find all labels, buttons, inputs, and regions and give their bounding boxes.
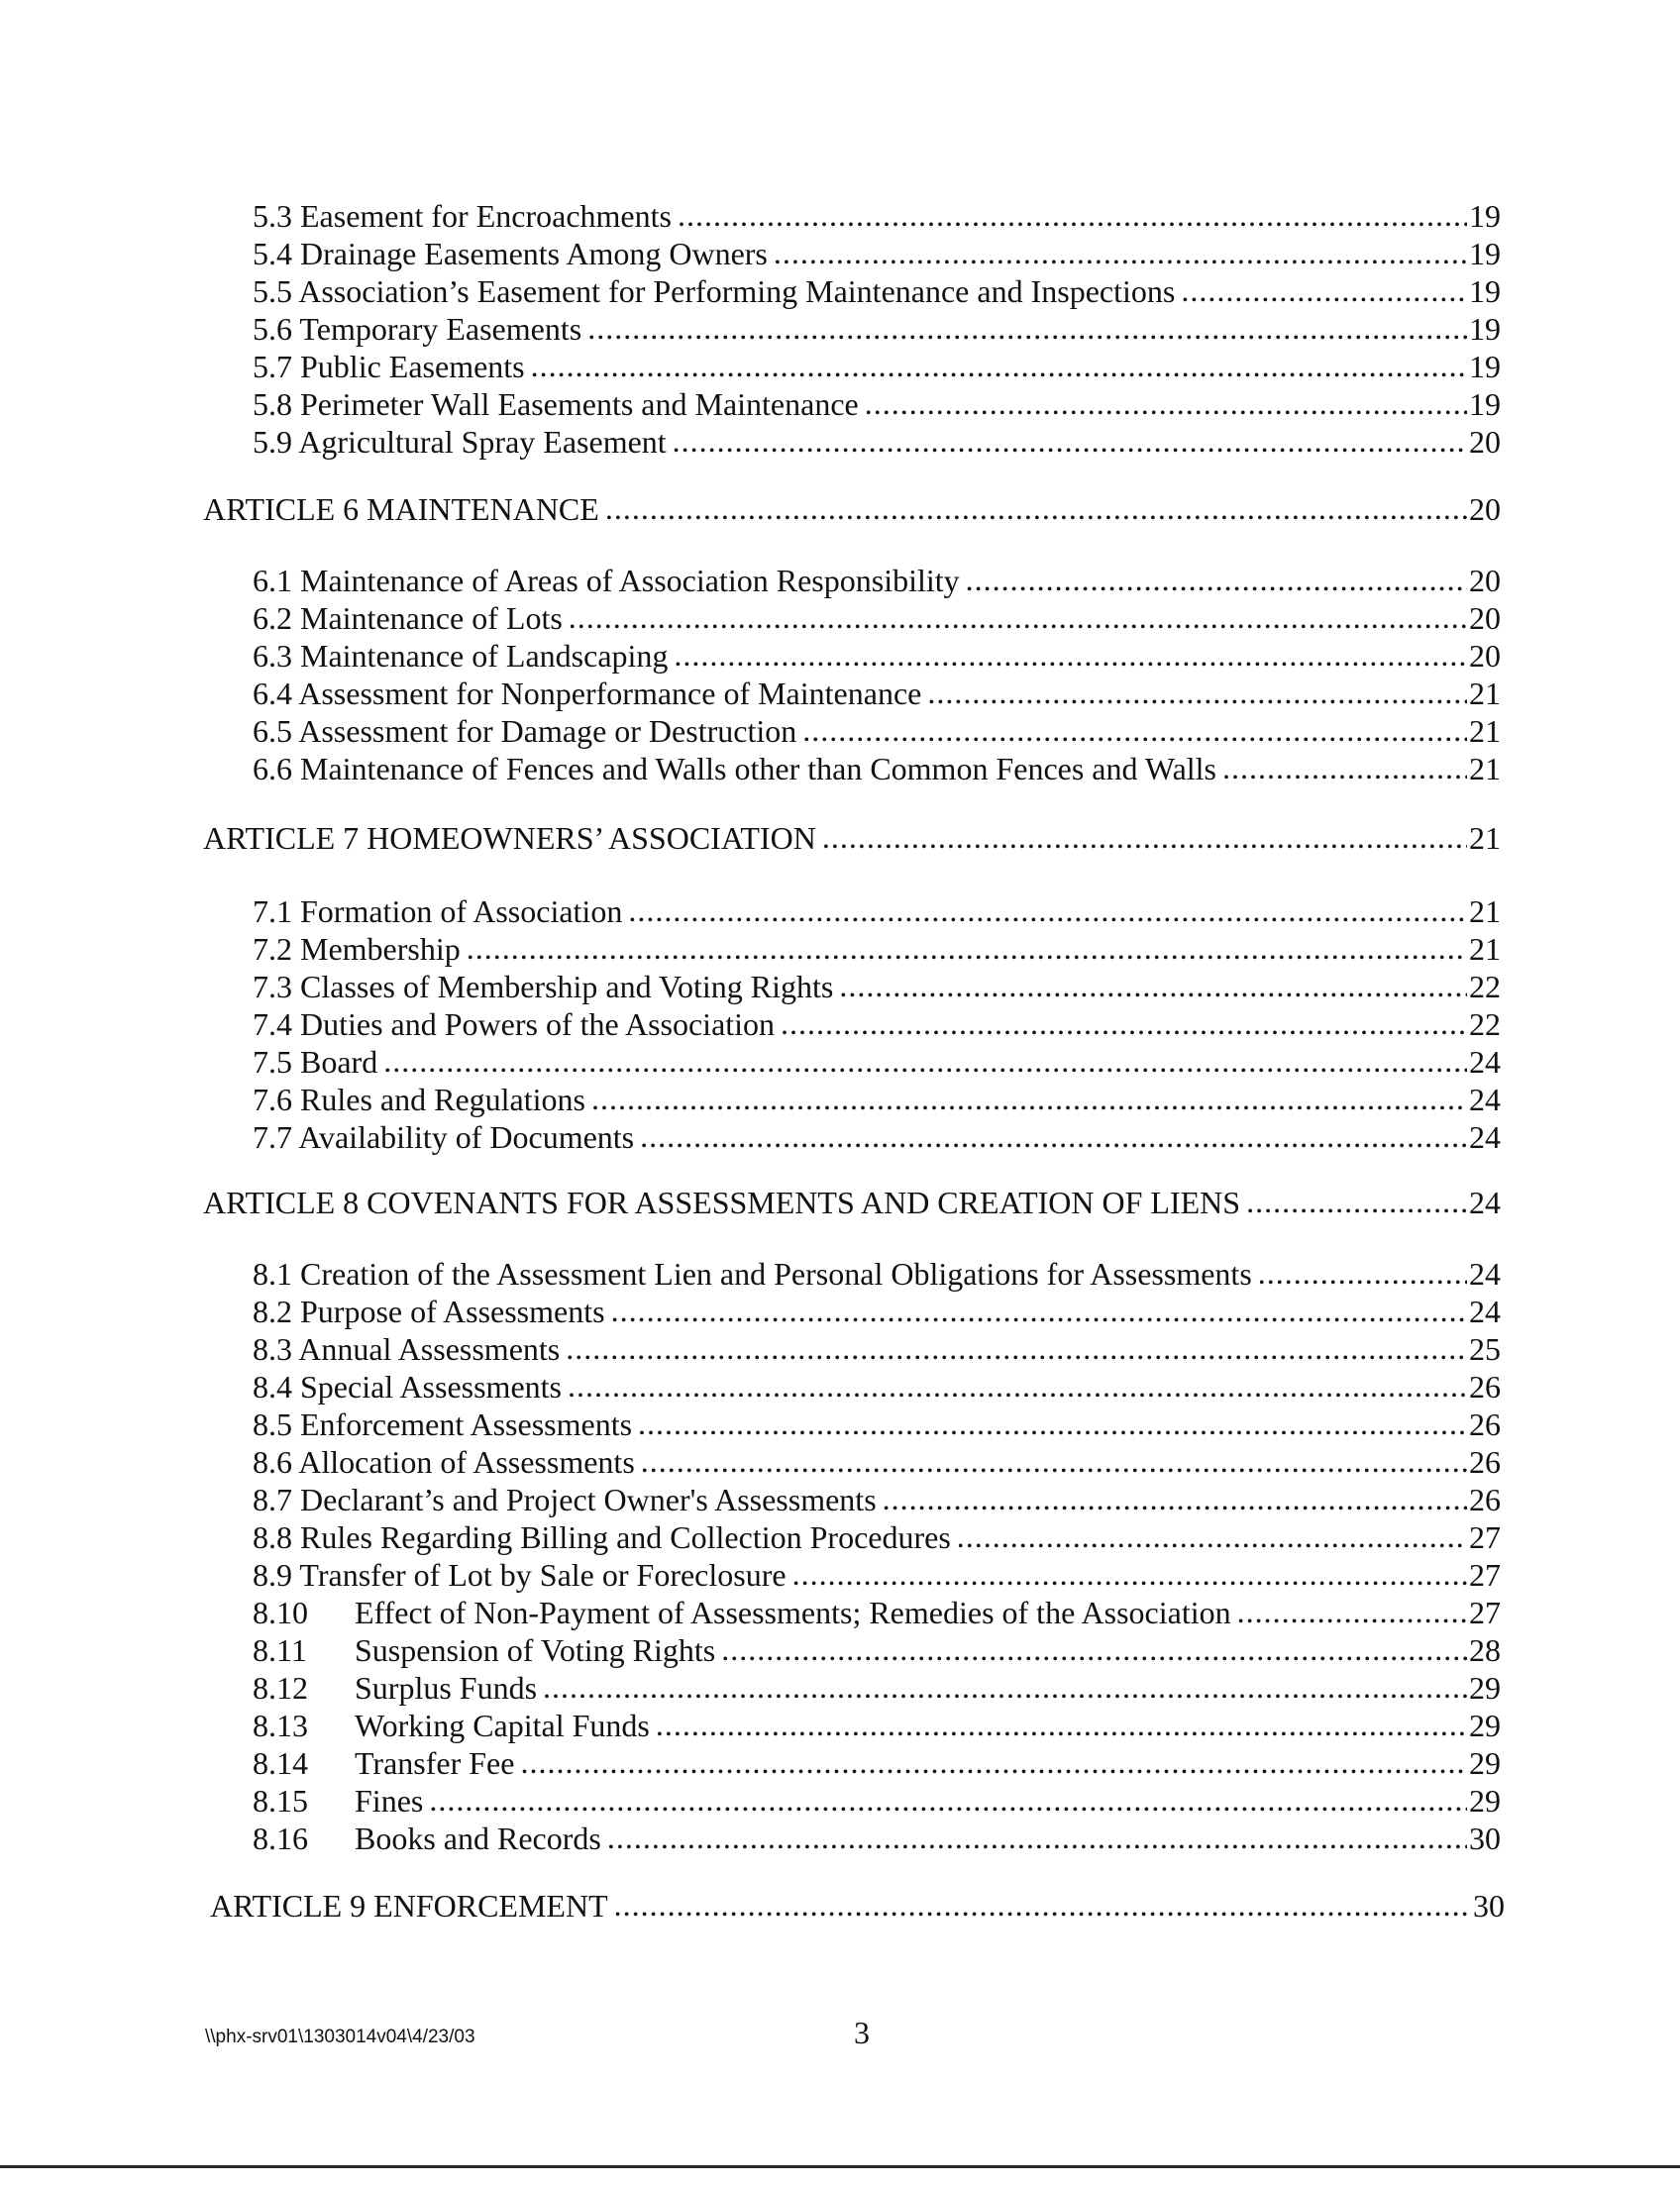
entry-page: 24 (1469, 1082, 1501, 1117)
toc-entry-6-4 (253, 676, 1501, 711)
dot-leader (383, 1043, 1467, 1079)
toc-article-9 (210, 1888, 1505, 1924)
dot-leader (1246, 1184, 1467, 1219)
entry-page: 22 (1469, 1006, 1501, 1042)
entry-title: 6.6 Maintenance of Fences and Walls other than Common Fences and Walls (253, 751, 1216, 786)
entry-page: 25 (1469, 1331, 1501, 1367)
entry-title: 8.5 Enforcement Assessments (253, 1406, 633, 1442)
entry-page: 26 (1469, 1444, 1501, 1480)
toc-entry-7-1 (253, 893, 1501, 929)
entry-title: 6.5 Assessment for Damage or Destruction (253, 713, 797, 749)
toc-entry-8-16 (253, 1821, 1501, 1856)
toc-entry-7-3 (253, 969, 1501, 1004)
toc-entry-8-15 (253, 1783, 1501, 1819)
entry-page: 20 (1469, 491, 1501, 527)
entry-title: 5.5 Association’s Easement for Performing Maintenance and Inspections (253, 273, 1176, 309)
entry-page: 30 (1473, 1888, 1505, 1924)
entry-page: 20 (1469, 424, 1501, 460)
dot-leader (568, 1368, 1467, 1404)
dot-leader (1222, 750, 1467, 785)
toc-entry-8-14 (253, 1745, 1501, 1781)
toc-article-8 (203, 1185, 1501, 1220)
entry-page: 26 (1469, 1406, 1501, 1442)
entry-page: 20 (1469, 600, 1501, 636)
entry-title: 5.8 Perimeter Wall Easements and Maintenance (253, 386, 859, 422)
dot-leader (607, 1820, 1467, 1855)
dot-leader (792, 1556, 1467, 1592)
article-title: ARTICLE 6 MAINTENANCE (203, 491, 599, 527)
entry-page: 24 (1469, 1185, 1501, 1220)
dot-leader (429, 1782, 1467, 1818)
toc-entry-6-1 (253, 563, 1501, 598)
toc-entry-6-6 (253, 751, 1501, 786)
entry-page: 27 (1469, 1519, 1501, 1555)
dot-leader (678, 197, 1467, 233)
dot-leader (674, 637, 1467, 673)
toc-entry-8-11 (253, 1632, 1501, 1668)
entry-title: 8.9 Transfer of Lot by Sale or Foreclosure (253, 1557, 787, 1593)
entry-page: 26 (1469, 1369, 1501, 1405)
entry-page: 30 (1469, 1821, 1501, 1856)
entry-number: 8.10 (253, 1595, 308, 1630)
toc-entry-5-4 (253, 236, 1501, 271)
dot-leader (640, 1118, 1467, 1154)
toc-article-7 (203, 820, 1501, 856)
entry-page: 29 (1469, 1708, 1501, 1743)
entry-title: 7.2 Membership (253, 931, 461, 967)
entry-page: 20 (1469, 563, 1501, 598)
entry-title: 8.2 Purpose of Assessments (253, 1294, 605, 1329)
entry-title: 5.9 Agricultural Spray Easement (253, 424, 667, 460)
entry-page: 24 (1469, 1044, 1501, 1080)
dot-leader (628, 892, 1467, 928)
toc-entry-7-6 (253, 1082, 1501, 1117)
toc-entry-5-9 (253, 424, 1501, 460)
entry-number: 8.14 (253, 1745, 308, 1781)
toc-entry-8-9 (253, 1557, 1501, 1593)
entry-title: 7.7 Availability of Documents (253, 1119, 635, 1155)
entry-title: 8.6 Allocation of Assessments (253, 1444, 635, 1480)
entry-title: 7.1 Formation of Association (253, 893, 623, 929)
entry-number: 8.15 (253, 1783, 308, 1819)
entry-page: 22 (1469, 969, 1501, 1004)
entry-title: Effect of Non-Payment of Assessments; Remedies of the Association (355, 1595, 1231, 1630)
toc-entry-8-4 (253, 1369, 1501, 1405)
article-title: ARTICLE 8 COVENANTS FOR ASSESSMENTS AND CREATION OF LIENS (203, 1185, 1241, 1220)
dot-leader (802, 712, 1467, 748)
toc-entry-8-12 (253, 1670, 1501, 1706)
entry-number: 8.11 (253, 1632, 307, 1668)
article-title: ARTICLE 9 ENFORCEMENT (210, 1888, 608, 1924)
toc-entry-8-8 (253, 1519, 1501, 1555)
entry-title: 8.8 Rules Regarding Billing and Collection Procedures (253, 1519, 951, 1555)
article-title: ARTICLE 7 HOMEOWNERS’ ASSOCIATION (203, 820, 816, 856)
entry-page: 27 (1469, 1557, 1501, 1593)
dot-leader (656, 1707, 1467, 1742)
entry-page: 19 (1469, 311, 1501, 347)
entry-number: 8.13 (253, 1708, 308, 1743)
dot-leader (531, 348, 1467, 383)
toc-entry-5-5 (253, 273, 1501, 309)
entry-page: 19 (1469, 386, 1501, 422)
dot-leader (605, 490, 1467, 526)
dot-leader (520, 1744, 1467, 1780)
dot-leader (641, 1443, 1467, 1479)
entry-title: Suspension of Voting Rights (355, 1632, 716, 1668)
entry-page: 29 (1469, 1783, 1501, 1819)
toc-entry-8-3 (253, 1331, 1501, 1367)
entry-title: Fines (355, 1783, 424, 1819)
entry-title: Transfer Fee (355, 1745, 515, 1781)
entry-title: 6.4 Assessment for Nonperformance of Maintenance (253, 676, 922, 711)
bottom-rule (0, 2165, 1680, 2168)
dot-leader (543, 1669, 1467, 1705)
entry-title: Working Capital Funds (355, 1708, 650, 1743)
entry-page: 21 (1469, 676, 1501, 711)
entry-page: 24 (1469, 1256, 1501, 1292)
entry-title: 6.1 Maintenance of Areas of Association Responsibility (253, 563, 960, 598)
toc-entry-5-3 (253, 198, 1501, 234)
toc-entry-8-2 (253, 1294, 1501, 1329)
toc-article-6 (203, 491, 1501, 527)
toc-entry-6-2 (253, 600, 1501, 636)
entry-page: 21 (1469, 931, 1501, 967)
entry-title: 5.6 Temporary Easements (253, 311, 582, 347)
dot-leader (865, 385, 1467, 421)
dot-leader (957, 1518, 1467, 1554)
toc-entry-8-13 (253, 1708, 1501, 1743)
entry-page: 19 (1469, 349, 1501, 384)
toc-entry-8-10 (253, 1595, 1501, 1630)
entry-title: Surplus Funds (355, 1670, 538, 1706)
entry-page: 24 (1469, 1119, 1501, 1155)
dot-leader (566, 1330, 1467, 1366)
entry-title: 8.7 Declarant’s and Project Owner's Assessments (253, 1482, 877, 1517)
toc-entry-5-8 (253, 386, 1501, 422)
entry-page: 21 (1469, 893, 1501, 929)
entry-title: 8.4 Special Assessments (253, 1369, 562, 1405)
entry-title: 5.3 Easement for Encroachments (253, 198, 672, 234)
entry-title: 5.7 Public Easements (253, 349, 525, 384)
dot-leader (1181, 272, 1467, 308)
dot-leader (927, 675, 1467, 710)
document-path-footer: \\phx-srv01\1303014v04\4/23/03 (205, 2027, 475, 2047)
entry-page: 20 (1469, 638, 1501, 674)
toc-entry-6-3 (253, 638, 1501, 674)
dot-leader (467, 930, 1467, 966)
entry-title: 8.1 Creation of the Assessment Lien and Personal Obligations for Assessments (253, 1256, 1252, 1292)
entry-title: 5.4 Drainage Easements Among Owners (253, 236, 768, 271)
dot-leader (774, 235, 1467, 270)
entry-page: 19 (1469, 198, 1501, 234)
toc-entry-8-1 (253, 1256, 1501, 1292)
toc-entry-8-5 (253, 1406, 1501, 1442)
toc-entry-7-5 (253, 1044, 1501, 1080)
dot-leader (839, 968, 1467, 1003)
dot-leader (966, 562, 1467, 597)
entry-page: 19 (1469, 273, 1501, 309)
dot-leader (781, 1005, 1467, 1041)
dot-leader (591, 1081, 1467, 1116)
entry-number: 8.16 (253, 1821, 308, 1856)
entry-page: 29 (1469, 1745, 1501, 1781)
entry-page: 19 (1469, 236, 1501, 271)
entry-title: 6.2 Maintenance of Lots (253, 600, 563, 636)
entry-title: 7.3 Classes of Membership and Voting Rights (253, 969, 834, 1004)
toc-entry-6-5 (253, 713, 1501, 749)
dot-leader (587, 310, 1467, 346)
dot-leader (611, 1293, 1467, 1328)
toc-entry-7-7 (253, 1119, 1501, 1155)
entry-page: 29 (1469, 1670, 1501, 1706)
entry-page: 26 (1469, 1482, 1501, 1517)
entry-page: 24 (1469, 1294, 1501, 1329)
dot-leader (614, 1887, 1471, 1923)
toc-entry-5-6 (253, 311, 1501, 347)
dot-leader (822, 819, 1467, 855)
entry-page: 21 (1469, 820, 1501, 856)
entry-number: 8.12 (253, 1670, 308, 1706)
entry-title: 6.3 Maintenance of Landscaping (253, 638, 669, 674)
dot-leader (1258, 1255, 1467, 1291)
entry-page: 28 (1469, 1632, 1501, 1668)
dot-leader (883, 1481, 1467, 1516)
toc-entry-5-7 (253, 349, 1501, 384)
entry-title: 7.6 Rules and Regulations (253, 1082, 585, 1117)
dot-leader (721, 1631, 1467, 1667)
entry-page: 27 (1469, 1595, 1501, 1630)
entry-title: Books and Records (355, 1821, 601, 1856)
toc-entry-7-2 (253, 931, 1501, 967)
entry-page: 21 (1469, 713, 1501, 749)
entry-title: 7.4 Duties and Powers of the Association (253, 1006, 776, 1042)
page-number: 3 (854, 2015, 870, 2050)
toc-entry-7-4 (253, 1006, 1501, 1042)
entry-page: 21 (1469, 751, 1501, 786)
dot-leader (673, 423, 1467, 459)
toc-entry-8-6 (253, 1444, 1501, 1480)
toc-entry-8-7 (253, 1482, 1501, 1517)
dot-leader (638, 1406, 1467, 1441)
dot-leader (1237, 1594, 1467, 1629)
entry-title: 7.5 Board (253, 1044, 378, 1080)
entry-title: 8.3 Annual Assessments (253, 1331, 561, 1367)
dot-leader (569, 599, 1467, 635)
